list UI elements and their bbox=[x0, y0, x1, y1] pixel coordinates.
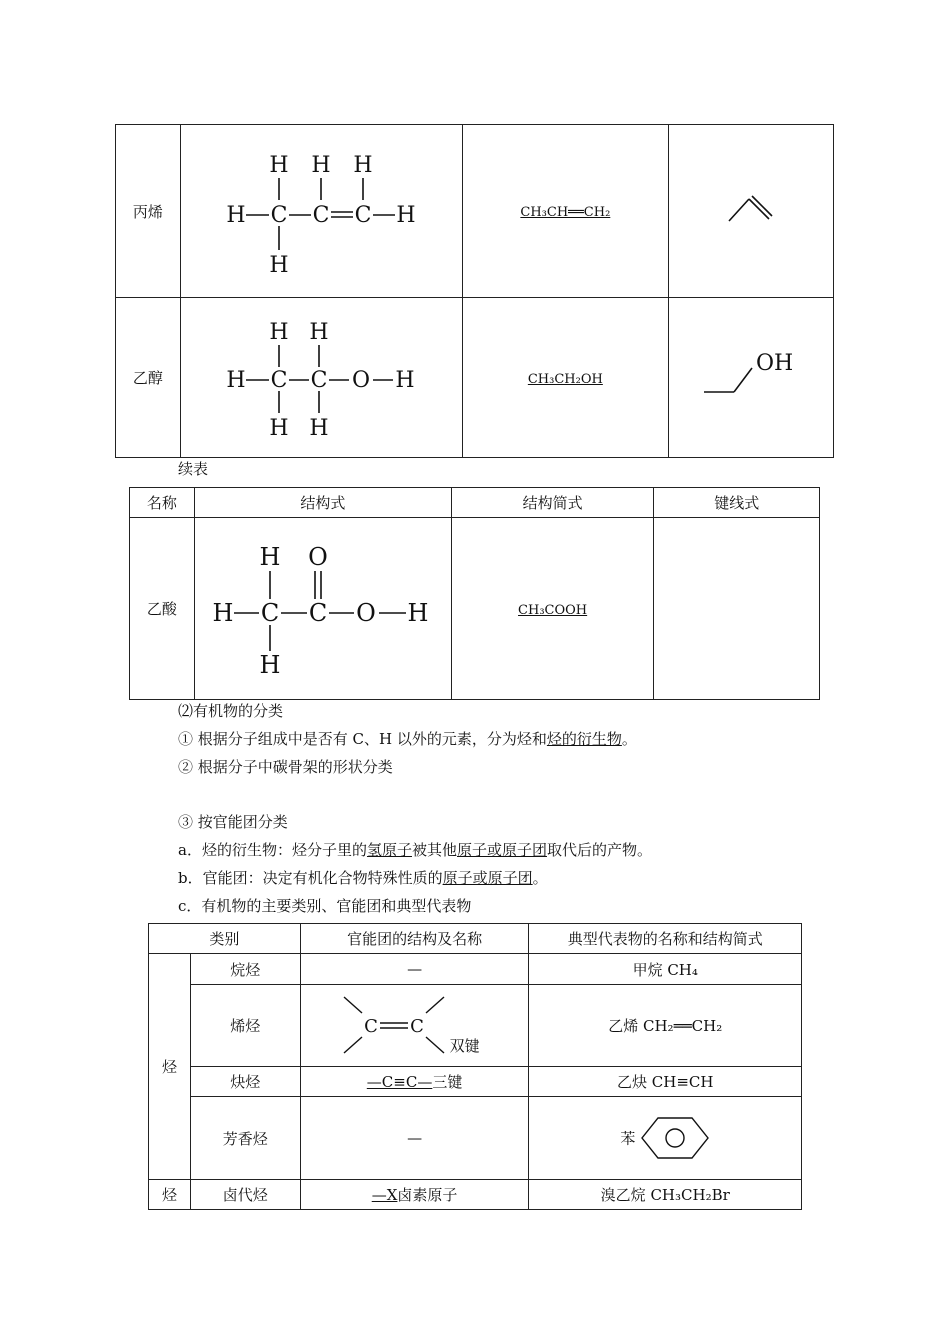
column-header: 官能团的结构及名称 bbox=[300, 924, 529, 954]
column-header: 键线式 bbox=[654, 488, 820, 518]
compound-name: 乙酸 bbox=[130, 518, 195, 700]
category: 芳香烃 bbox=[190, 1097, 300, 1180]
table-header-row bbox=[149, 924, 802, 954]
svg-text:C: C bbox=[312, 203, 330, 228]
structural-formula-acetic-acid bbox=[194, 518, 451, 700]
svg-text:H: H bbox=[309, 415, 329, 439]
table-row bbox=[116, 298, 834, 458]
structural-formula-ethanol bbox=[180, 298, 462, 458]
acetic-acid-structure-diagram bbox=[208, 537, 438, 677]
category: 卤代烃 bbox=[190, 1180, 300, 1210]
svg-text:C: C bbox=[270, 367, 288, 393]
column-header: 名称 bbox=[130, 488, 195, 518]
structure-table bbox=[115, 124, 834, 458]
column-header: 典型代表物的名称和结构简式 bbox=[529, 924, 802, 954]
compound-name: 丙烯 bbox=[116, 125, 181, 298]
table-row bbox=[149, 1067, 802, 1097]
svg-text:O: O bbox=[355, 598, 376, 627]
svg-text:C: C bbox=[363, 1015, 378, 1037]
functional-group-name: 双键 bbox=[449, 1036, 480, 1055]
benzene-ring-diagram bbox=[640, 1115, 710, 1161]
svg-text:H: H bbox=[309, 319, 329, 345]
svg-text:H: H bbox=[226, 203, 246, 228]
svg-text:C: C bbox=[308, 598, 327, 627]
answer-underline: 原子或原子团 bbox=[456, 841, 547, 859]
svg-text:H: H bbox=[226, 367, 246, 393]
structural-simple-formula: CH₃CH══CH₂ bbox=[520, 205, 611, 220]
answer-underline: 烃的衍生物 bbox=[546, 730, 622, 748]
answer-underline: 氢原子 bbox=[366, 841, 412, 859]
structural-simple-formula: CH₃COOH bbox=[518, 602, 588, 618]
compound-name: 乙醇 bbox=[116, 298, 181, 458]
acetic-acid-table bbox=[129, 487, 820, 700]
svg-text:C: C bbox=[310, 367, 328, 393]
category: 烯烃 bbox=[190, 985, 300, 1067]
svg-text:H: H bbox=[259, 542, 281, 571]
representative: 苯 bbox=[529, 1097, 802, 1180]
table-row bbox=[149, 1097, 802, 1180]
svg-text:H: H bbox=[212, 598, 234, 627]
table-row bbox=[130, 518, 820, 700]
svg-text:H: H bbox=[395, 367, 415, 393]
paragraph-c: c．有机物的主要类别、官能团和典型代表物 bbox=[178, 897, 472, 915]
category: 烷烃 bbox=[190, 954, 300, 985]
svg-text:O: O bbox=[352, 367, 371, 393]
functional-group bbox=[300, 985, 529, 1067]
svg-text:C: C bbox=[260, 598, 279, 627]
oh-label: OH bbox=[756, 350, 794, 376]
svg-text:H: H bbox=[269, 253, 289, 274]
ethanol-skeletal-diagram bbox=[696, 346, 806, 406]
group-label: 烃 bbox=[149, 954, 191, 1180]
structural-formula-propene bbox=[180, 125, 462, 298]
representative: 溴乙烷 CH₃CH₂Br bbox=[529, 1180, 802, 1210]
paragraph-b: b．官能团：决定有机化合物特殊性质的原子或原子团。 bbox=[178, 869, 548, 887]
answer-underline: 原子或原子团 bbox=[442, 869, 533, 887]
svg-text:H: H bbox=[259, 650, 281, 677]
svg-text:C: C bbox=[354, 203, 372, 228]
ethanol-structure-diagram bbox=[221, 313, 421, 439]
paragraph-a: a．烃的衍生物：烃分子里的氢原子被其他原子或原子团取代后的产物。 bbox=[178, 841, 653, 859]
table-header-row bbox=[130, 488, 820, 518]
svg-text:H: H bbox=[269, 153, 289, 178]
paragraph-1: ① 根据分子组成中是否有 C、H 以外的元素，分为烃和烃的衍生物。 bbox=[178, 730, 637, 748]
svg-text:H: H bbox=[311, 153, 331, 178]
svg-text:H: H bbox=[269, 319, 289, 345]
svg-text:H: H bbox=[407, 598, 429, 627]
section-heading: ⑵有机物的分类 bbox=[178, 702, 284, 720]
paragraph-3: ③ 按官能团分类 bbox=[178, 813, 288, 831]
double-bond-diagram bbox=[340, 991, 450, 1061]
functional-group: —C≡C—三键 bbox=[300, 1067, 529, 1097]
table-row bbox=[149, 985, 802, 1067]
representative: 甲烷 CH₄ bbox=[529, 954, 802, 985]
column-header: 结构简式 bbox=[451, 488, 654, 518]
propene-structure-diagram bbox=[221, 144, 421, 274]
svg-text:H: H bbox=[269, 415, 289, 439]
svg-text:H: H bbox=[396, 203, 416, 228]
column-header: 类别 bbox=[149, 924, 301, 954]
category: 炔烃 bbox=[190, 1067, 300, 1097]
representative: 乙炔 CH≡CH bbox=[529, 1067, 802, 1097]
group-label: 烃 bbox=[149, 1180, 191, 1210]
paragraph-2: ② 根据分子中碳骨架的形状分类 bbox=[178, 758, 393, 776]
table-row bbox=[149, 954, 802, 985]
continued-label: 续表 bbox=[178, 460, 209, 478]
functional-group: — bbox=[300, 954, 529, 985]
representative: 乙烯 CH₂══CH₂ bbox=[529, 985, 802, 1067]
svg-text:C: C bbox=[409, 1015, 424, 1037]
skeletal-formula-empty bbox=[654, 518, 820, 700]
column-header: 结构式 bbox=[194, 488, 451, 518]
table-row bbox=[116, 125, 834, 298]
functional-group: — bbox=[300, 1097, 529, 1180]
svg-text:C: C bbox=[270, 203, 288, 228]
structural-simple-formula: CH₃CH₂OH bbox=[527, 371, 603, 387]
propene-skeletal-diagram bbox=[721, 189, 781, 229]
classification-table bbox=[148, 923, 802, 1210]
svg-text:O: O bbox=[307, 542, 328, 571]
svg-text:H: H bbox=[353, 153, 373, 178]
functional-group: —X卤素原子 bbox=[300, 1180, 529, 1210]
table-row bbox=[149, 1180, 802, 1210]
